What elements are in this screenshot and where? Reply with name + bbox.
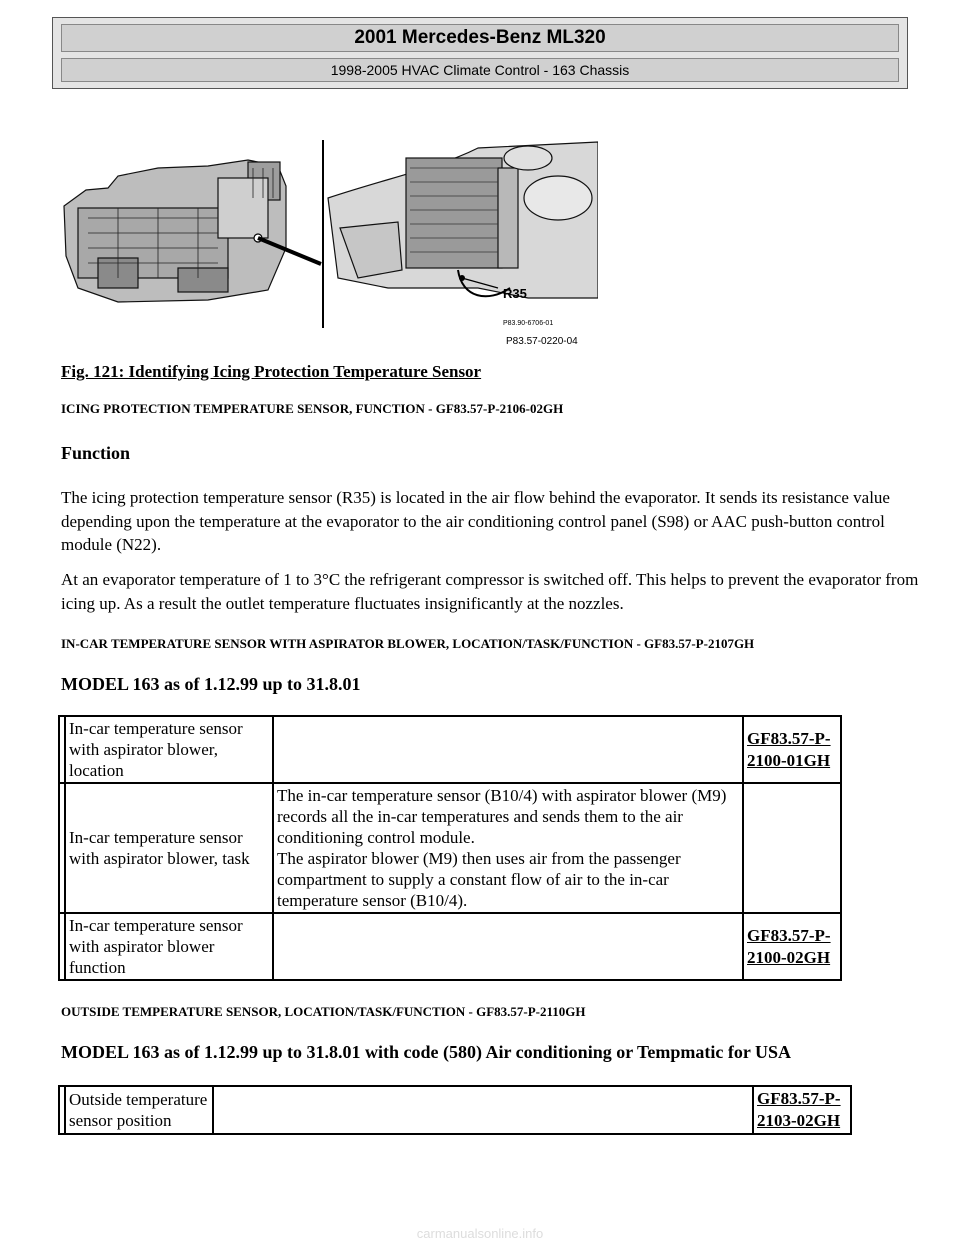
r35-callout: R35: [503, 286, 527, 301]
row-text: [273, 716, 743, 783]
row-label: In-car temperature sensor with aspirator blower function: [65, 913, 273, 980]
header-subtitle: 1998-2005 HVAC Climate Control - 163 Chassis: [61, 58, 899, 82]
sensor-figure: [58, 138, 598, 350]
link-gf83-57-p-2103-02gh[interactable]: GF83.57-P-2103-02GH: [757, 1089, 841, 1130]
row-label: In-car temperature sensor with aspirator blower, task: [65, 783, 273, 913]
link-gf83-57-p-2100-02gh[interactable]: GF83.57-P-2100-02GH: [747, 925, 831, 967]
section2-model: MODEL 163 as of 1.12.99 up to 31.8.01: [61, 674, 361, 694]
figure-code: P83.57-0220-04: [506, 336, 578, 347]
table-row: [59, 913, 841, 980]
header-title: 2001 Mercedes-Benz ML320: [61, 24, 899, 52]
link-gf83-57-p-2100-01gh[interactable]: GF83.57-P-2100-01GH: [747, 728, 831, 770]
row-text-2: The aspirator blower (M9) then uses air from the passenger compartment to supply a constant flow of air to the in-car temperature sensor (B10/4).: [277, 849, 681, 910]
section1-heading: ICING PROTECTION TEMPERATURE SENSOR, FUNCTION - GF83.57-P-2106-02GH: [61, 401, 564, 416]
row-label: In-car temperature sensor with aspirator blower, location: [65, 716, 273, 783]
function-paragraph-2: At an evaporator temperature of 1 to 3°C the refrigerant compressor is switched off. This helps to prevent the evaporator from icing up. As a result the outlet temperature fluctuates insignificantly at the nozzles.: [61, 570, 919, 613]
figure-caption: Fig. 121: Identifying Icing Protection Temperature Sensor: [61, 362, 482, 381]
section3-heading: OUTSIDE TEMPERATURE SENSOR, LOCATION/TASK/FUNCTION - GF83.57-P-2110GH: [61, 1004, 586, 1019]
watermark: carmanualsonline.info: [416, 1226, 544, 1241]
row-label: Outside temperature sensor position: [65, 1086, 213, 1134]
function-heading: Function: [61, 443, 131, 463]
page-header: [52, 17, 908, 89]
section3-model: MODEL 163 as of 1.12.99 up to 31.8.01 with code (580) Air conditioning or Tempmatic for USA: [61, 1042, 792, 1062]
hvac-illustration: [58, 138, 598, 350]
in-car-sensor-table: [58, 715, 842, 981]
table-row: [59, 716, 841, 783]
outside-sensor-table: [58, 1085, 852, 1135]
table-row: [59, 1086, 851, 1134]
section2-heading: IN-CAR TEMPERATURE SENSOR WITH ASPIRATOR BLOWER, LOCATION/TASK/FUNCTION - GF83.57-P-2107GH: [61, 636, 755, 651]
table-row: [59, 783, 841, 913]
row-text: [273, 913, 743, 980]
figure-code-small: P83.90-6706-01: [503, 320, 554, 327]
row-text: The in-car temperature sensor (B10/4) with aspirator blower (M9) records all the in-car temperatures and sends them to the air conditioning control module.: [277, 786, 727, 847]
row-link-empty: [743, 783, 841, 913]
function-paragraph-1: The icing protection temperature sensor (R35) is located in the air flow behind the evaporator. It sends its resistance value depending upon the temperature at the evaporator to the air conditioning control panel (S98) or AAC push-button control module (N22).: [61, 488, 890, 554]
